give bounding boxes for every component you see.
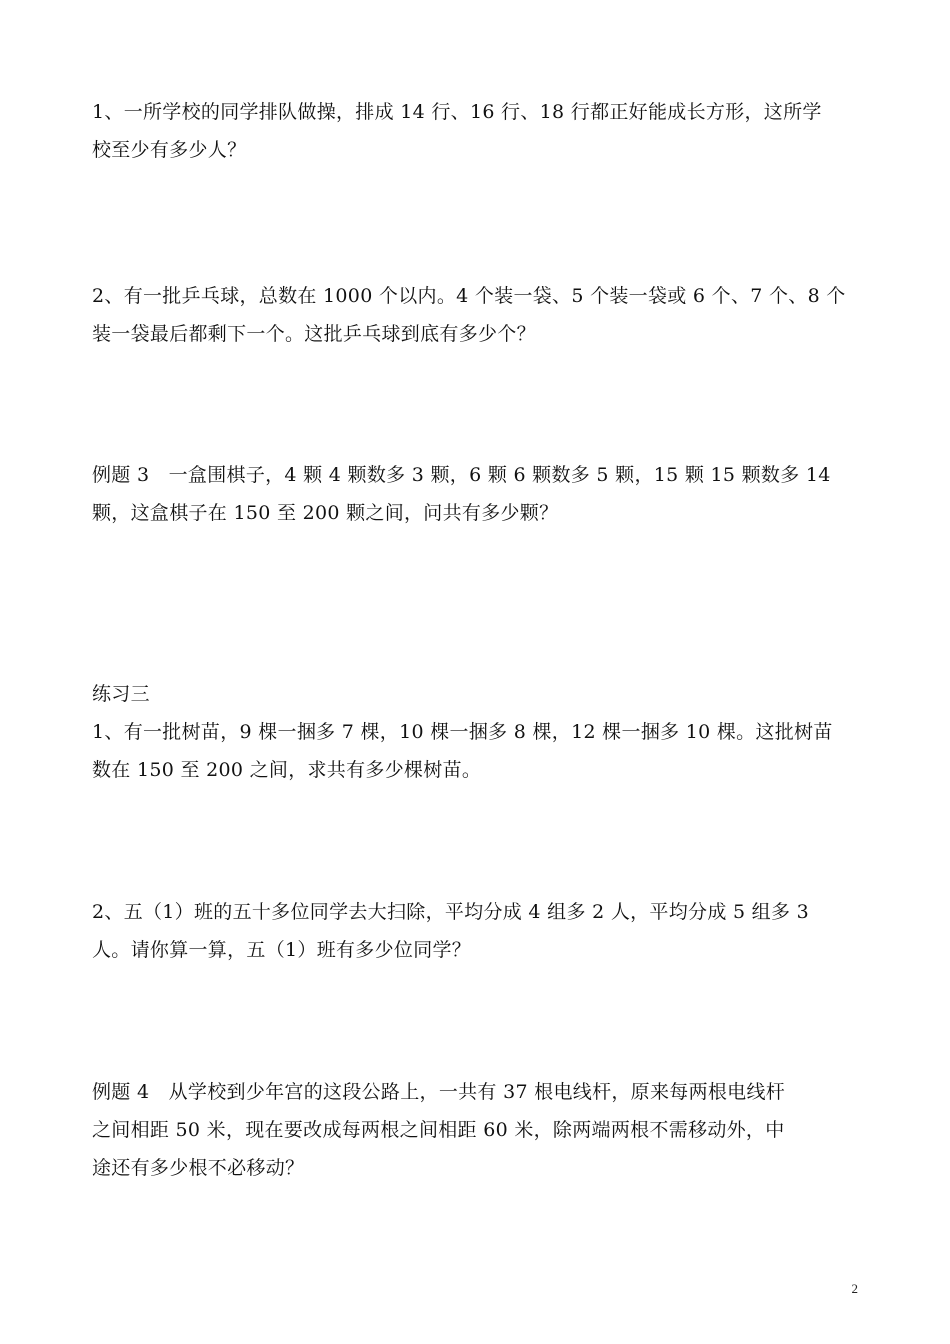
example-4 (92, 1073, 864, 1187)
practice-3-problem-2 (92, 893, 864, 969)
problem-2 (92, 277, 864, 353)
practice-3-problem-2-line-2: 人。请你算一算，五（1）班有多少位同学？ (92, 939, 472, 961)
example-4-line-1: 例题 4 从学校到少年宫的这段公路上，一共有 37 根电线杆，原来每两根电线杆 (92, 1081, 786, 1103)
example-4-line-3: 途还有多少根不必移动？ (92, 1157, 305, 1179)
problem-1-line-2: 校至少有多少人？ (92, 139, 247, 161)
example-4-line-2: 之间相距 50 米，现在要改成每两根之间相距 60 米，除两端两根不需移动外，中 (92, 1119, 785, 1141)
practice-3 (92, 675, 864, 789)
problem-2-line-1: 2、有一批乒乓球，总数在 1000 个以内。4 个装一袋、5 个装一袋或 6 个、7 个、8 个 (92, 285, 846, 307)
problem-2-line-2: 装一袋最后都剩下一个。这批乒乓球到底有多少个？ (92, 323, 536, 345)
practice-3-problem-2-line-1: 2、五（1）班的五十多位同学去大扫除，平均分成 4 组多 2 人，平均分成 5 组多 3 (92, 901, 810, 923)
practice-3-problem-1-line-2: 数在 150 至 200 之间，求共有多少棵树苗。 (92, 759, 482, 781)
example-3-line-2: 颗，这盒棋子在 150 至 200 颗之间，问共有多少颗？ (92, 502, 559, 524)
practice-3-heading: 练习三 (92, 683, 150, 705)
problem-1-line-1: 1、一所学校的同学排队做操，排成 14 行、16 行、18 行都正好能成长方形，这所学 (92, 101, 822, 123)
page-number: 2 (851, 1281, 858, 1296)
practice-3-problem-1-line-1: 1、有一批树苗，9 棵一捆多 7 棵，10 棵一捆多 8 棵，12 棵一捆多 10 棵。这批树苗 (92, 721, 833, 743)
problem-1 (92, 93, 864, 169)
example-3 (92, 456, 864, 532)
example-3-line-1: 例题 3 一盒围棋子，4 颗 4 颗数多 3 颗，6 颗 6 颗数多 5 颗，15 颗 15 颗数多 14 (92, 464, 831, 486)
